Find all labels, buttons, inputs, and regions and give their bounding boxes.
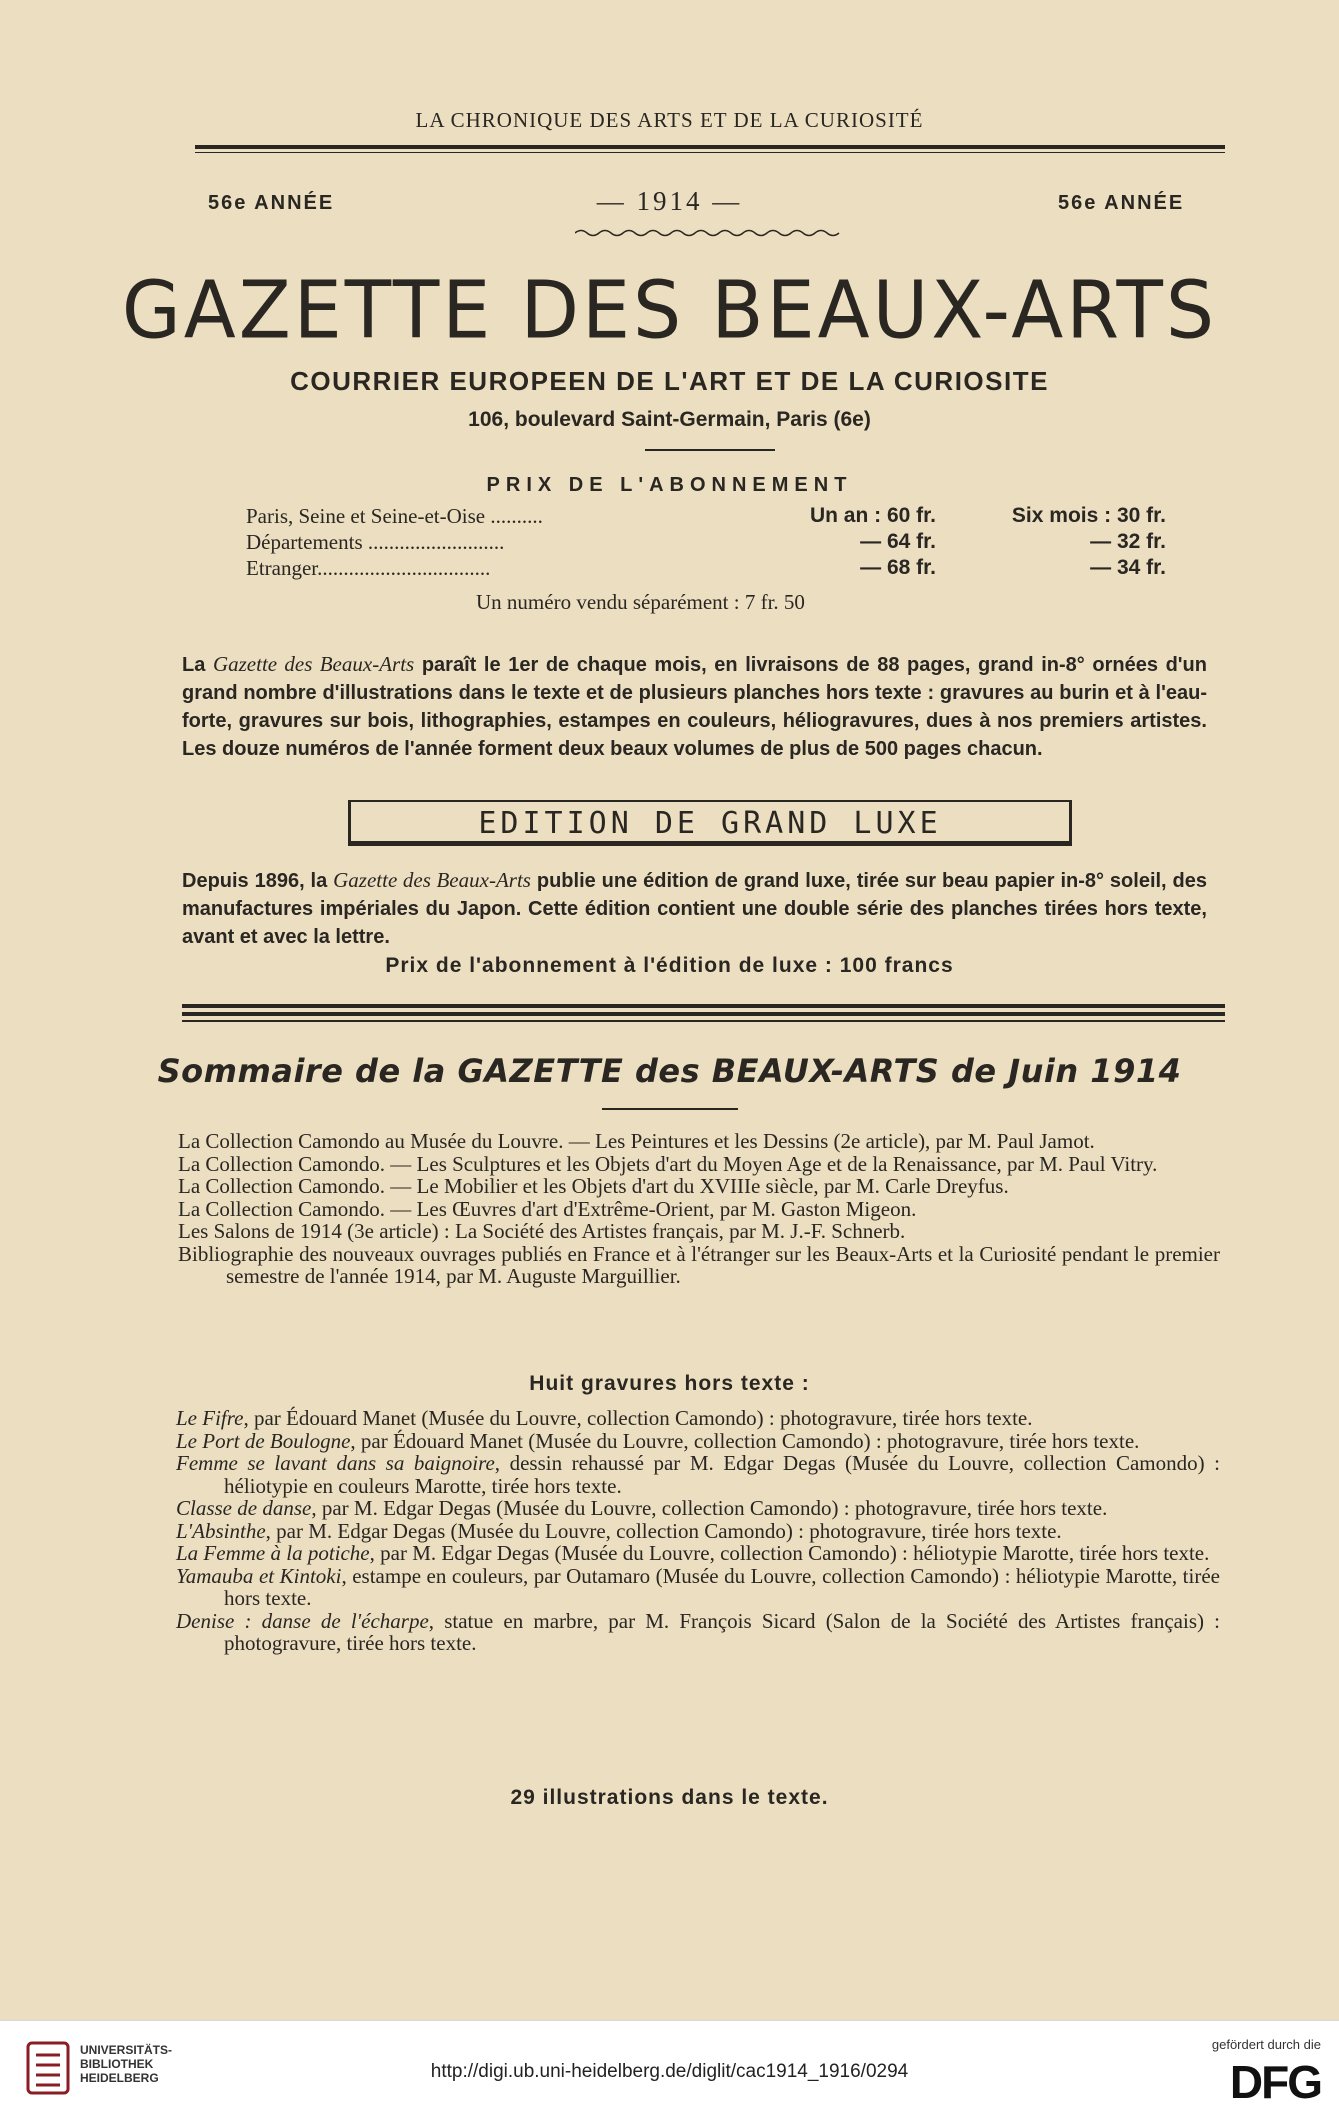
short-rule — [602, 1108, 738, 1110]
luxe-post: publie une édition de grand luxe, tirée sur beau papier in-8° soleil, des manufactures impériales du Japon. Cette édition contient une double série des planches tirées hors texte, avant et avec la lettre. — [182, 870, 1207, 948]
list-item — [176, 1610, 1220, 1655]
header-rule — [195, 145, 1225, 149]
list-item: Bibliographie des nouveaux ouvrages publiés en France et à l'étranger sur les Beaux-Arts et la Curiosité pendant le premier semestre de l'année 1914, par M. Auguste Marguillier. — [178, 1241, 1220, 1288]
section-rule — [182, 1004, 1225, 1008]
section-rule — [182, 1020, 1225, 1022]
permalink-url[interactable]: http://digi.ub.uni-heidelberg.de/diglit/cac1914_1916/0294 — [430, 2061, 909, 2082]
edition-luxe-box — [348, 800, 1072, 846]
price-row — [246, 504, 1171, 531]
journal-subtitle: COURRIER EUROPEEN DE L'ART ET DE LA CURIOSITE — [290, 366, 1049, 396]
articles-list — [178, 1130, 1220, 1288]
edition-luxe-title: EDITION DE GRAND LUXE — [478, 806, 942, 841]
single-issue-price: Un numéro vendu séparément : 7 fr. 50 — [476, 590, 805, 614]
plate-title: La Femme à la potiche — [176, 1541, 370, 1565]
intro-journal-name: Gazette des Beaux-Arts — [212, 652, 415, 676]
price-row — [246, 530, 1171, 557]
dfg-logo: DFG — [1229, 2056, 1321, 2108]
plate-title: Le Port de Boulogne — [176, 1428, 351, 1453]
plate-description: , estampe en couleurs, par Outamaro (Musée du Louvre, collection Camondo) : héliotypie Marotte, tirée hors texte. — [224, 1563, 1220, 1610]
list-item — [176, 1542, 1220, 1565]
plate-description: , par M. Edgar Degas (Musée du Louvre, collection Camondo) : héliotypie Marotte, tirée hors texte. — [369, 1541, 1210, 1565]
price-year: — 64 fr. — [860, 530, 936, 553]
luxe-pre: Depuis 1896, la — [182, 870, 334, 892]
list-item: La Collection Camondo au Musée du Louvre. — Les Peintures et les Dessins (2e article), par M. Paul Jamot. — [178, 1129, 1095, 1153]
list-item: La Collection Camondo. — Le Mobilier et les Objets d'art du XVIIIe siècle, par M. Carle Dreyfus. — [178, 1174, 1009, 1198]
intro-post: paraît le 1er de chaque mois, en livraisons de 88 pages, grand in-8° ornées d'un grand nombre d'illustrations dans le texte et de plusieurs planches hors texte : gravures au burin et à l'eau-forte, gravures sur bois, lithographies, estampes en couleurs, héliogravures, dues à nos premiers artistes. Les douze numéros de l'année forment deux beaux volumes de plus de 500 pages chacun. — [182, 654, 1207, 760]
plate-title: Yamauba et Kintoki — [176, 1563, 342, 1588]
luxe-journal-name: Gazette des Beaux-Arts — [333, 868, 531, 892]
intro-paragraph — [182, 650, 1207, 763]
header-rule-thin — [195, 152, 1225, 153]
library-name-line: UNIVERSITÄTS- — [80, 2043, 173, 2057]
library-name-line: BIBLIOTHEK — [80, 2057, 154, 2071]
short-rule — [645, 449, 775, 451]
list-item: Les Salons de 1914 (3e article) : La Société des Artistes français, par M. J.-F. Schnerb. — [178, 1219, 906, 1243]
year: — 1914 — — [596, 186, 743, 216]
price-six-months: — 32 fr. — [1090, 530, 1166, 553]
list-item — [176, 1452, 1220, 1497]
intro-pre: La — [182, 654, 213, 676]
library-name-line: HEIDELBERG — [80, 2071, 159, 2085]
plate-description: , par M. Edgar Degas (Musée du Louvre, collection Camondo) : photogravure, tirée hors texte. — [265, 1518, 1062, 1543]
prix-heading: PRIX DE L'ABONNEMENT — [486, 474, 853, 496]
plate-description: , par Édouard Manet (Musée du Louvre, collection Camondo) : photogravure, tirée hors texte. — [243, 1406, 1033, 1430]
list-item — [176, 1430, 1220, 1453]
plate-description: , dessin rehaussé par M. Edgar Degas (Musée du Louvre, collection Camondo) : héliotypie en couleurs Marotte, tirée hors texte. — [224, 1451, 1220, 1498]
running-head: LA CHRONIQUE DES ARTS ET DE LA CURIOSITÉ — [415, 108, 924, 132]
funding-note: gefördert durch die — [1211, 2037, 1321, 2052]
list-item: La Collection Camondo. — Les Œuvres d'art d'Extrême-Orient, par M. Gaston Migeon. — [178, 1196, 917, 1221]
annee-right: 56e ANNÉE — [1058, 192, 1185, 214]
list-item — [176, 1565, 1220, 1610]
price-label: Départements .......................... — [246, 530, 505, 554]
price-row — [246, 556, 1171, 583]
price-year: — 68 fr. — [860, 556, 936, 579]
list-item — [176, 1497, 1220, 1520]
plate-title: Denise : danse de l'écharpe — [176, 1608, 429, 1633]
annee-left: 56e ANNÉE — [208, 192, 335, 214]
plate-title: Le Fifre — [176, 1406, 244, 1430]
list-item — [176, 1520, 1220, 1543]
journal-title: GAZETTE DES BEAUX-ARTS — [121, 262, 1218, 357]
sommaire-title: Sommaire de la GAZETTE des BEAUX-ARTS de Juin 1914 — [157, 1052, 1182, 1090]
list-item — [176, 1407, 1220, 1430]
luxe-price: Prix de l'abonnement à l'édition de luxe : 100 francs — [385, 954, 954, 977]
section-rule — [182, 1012, 1225, 1016]
list-item: La Collection Camondo. — Les Sculptures et les Objets d'art du Moyen Age et de la Renaissance, par M. Paul Vitry. — [178, 1151, 1158, 1176]
plate-title: L'Absinthe — [176, 1518, 266, 1543]
plates-heading: Huit gravures hors texte : — [529, 1372, 810, 1395]
price-label: Etranger................................. — [246, 556, 491, 580]
illustrations-count: 29 illustrations dans le texte. — [510, 1786, 829, 1809]
price-label: Paris, Seine et Seine-et-Oise .......... — [246, 504, 543, 528]
price-year: Un an : 60 fr. — [809, 504, 936, 527]
wave-ornament — [575, 226, 845, 240]
box-top-rule — [351, 800, 1069, 802]
plate-description: , statue en marbre, par M. François Sicard (Salon de la Société des Artistes français) : photogravure, tirée hors texte. — [224, 1608, 1220, 1655]
plate-description: , par Édouard Manet (Musée du Louvre, collection Camondo) : photogravure, tirée hors texte. — [350, 1428, 1140, 1453]
viewer-footer — [0, 2020, 1339, 2118]
price-six-months: — 34 fr. — [1090, 556, 1166, 579]
box-bottom-rule — [351, 841, 1069, 846]
price-six-months: Six mois : 30 fr. — [1011, 504, 1166, 527]
plate-description: , par M. Edgar Degas (Musée du Louvre, collection Camondo) : photogravure, tirée hors texte. — [311, 1496, 1108, 1520]
plates-list — [176, 1407, 1220, 1655]
plate-title: Classe de danse — [176, 1496, 312, 1520]
journal-address: 106, boulevard Saint-Germain, Paris (6e) — [468, 408, 871, 431]
luxe-paragraph — [182, 866, 1207, 951]
plate-title: Femme se lavant dans sa baignoire — [176, 1451, 495, 1475]
